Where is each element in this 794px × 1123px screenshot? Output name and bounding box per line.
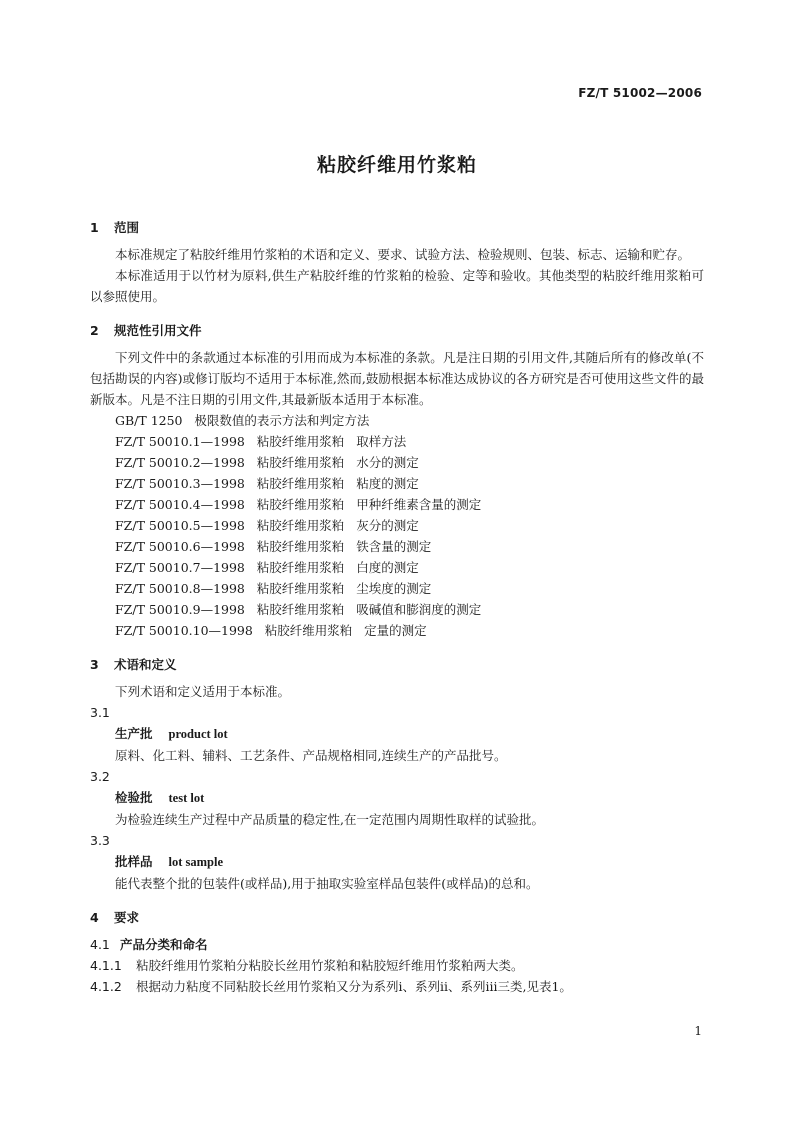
section-4-heading — [90, 908, 704, 928]
term-name-en: product lot — [168, 727, 228, 741]
subsection-title: 产品分类和命名 — [120, 937, 208, 952]
section-3-heading — [90, 655, 704, 675]
clause-item — [90, 955, 704, 976]
term-number: 3.3 — [90, 833, 110, 848]
term-name-zh: 生产批 — [115, 726, 153, 741]
page-number: 1 — [694, 1024, 702, 1038]
paragraph: 下列术语和定义适用于本标准。 — [115, 684, 291, 699]
clause-number: 4.1.1 — [90, 958, 122, 973]
term-definition: 为检验连续生产过程中产品质量的稳定性,在一定范围内周期性取样的试验批。 — [115, 812, 544, 827]
reference-item: FZ/T 50010.3—1998 粘胶纤维用浆粕 粘度的测定 — [115, 476, 419, 491]
term-name-en: lot sample — [168, 855, 224, 869]
section-number: 4 — [90, 910, 99, 925]
paragraph: 本标准适用于以竹材为原料,供生产粘胶纤维的竹浆粕的检验、定等和验收。其他类型的粘胶纤维用浆粕可以参照使用。 — [90, 268, 704, 304]
reference-item: FZ/T 50010.4—1998 粘胶纤维用浆粕 甲种纤维素含量的测定 — [115, 497, 482, 512]
reference-item: FZ/T 50010.10—1998 粘胶纤维用浆粕 定量的测定 — [115, 623, 427, 638]
section-title: 范围 — [114, 220, 140, 235]
clause-item — [90, 976, 704, 997]
clause-text: 根据动力粘度不同粘胶长丝用竹浆粕又分为系列ⅰ、系列ⅱ、系列ⅲ三类,见表1。 — [136, 979, 572, 994]
paragraph: 下列文件中的条款通过本标准的引用而成为本标准的条款。凡是注日期的引用文件,其随后所有的修改单(不包括勘误的内容)或修订版均不适用于本标准,然而,鼓励根据本标准达成协议的各方研究是否可使用这些文件的最新版本。凡是不注日期的引用文件,其最新版本适用于本标准。 — [90, 350, 704, 407]
reference-item: FZ/T 50010.6—1998 粘胶纤维用浆粕 铁含量的测定 — [115, 539, 432, 554]
section-title: 要求 — [114, 910, 140, 925]
section-number: 1 — [90, 220, 99, 235]
term-name-en: test lot — [168, 791, 205, 805]
section-number: 2 — [90, 323, 99, 338]
reference-item: GB/T 1250 极限数值的表示方法和判定方法 — [115, 413, 370, 428]
subsection-heading — [90, 934, 704, 955]
standard-number: FZ/T 51002—2006 — [578, 86, 702, 100]
term-number: 3.1 — [90, 705, 110, 720]
reference-item: FZ/T 50010.7—1998 粘胶纤维用浆粕 白度的测定 — [115, 560, 419, 575]
term-definition: 原料、化工料、辅料、工艺条件、产品规格相同,连续生产的产品批号。 — [115, 748, 507, 763]
term-name-zh: 批样品 — [115, 854, 153, 869]
clause-number: 4.1.2 — [90, 979, 122, 994]
clause-text: 粘胶纤维用竹浆粕分粘胶长丝用竹浆粕和粘胶短纤维用竹浆粕两大类。 — [136, 958, 524, 973]
reference-item: FZ/T 50010.8—1998 粘胶纤维用浆粕 尘埃度的测定 — [115, 581, 432, 596]
section-title: 规范性引用文件 — [114, 323, 202, 338]
reference-item: FZ/T 50010.9—1998 粘胶纤维用浆粕 吸碱值和膨润度的测定 — [115, 602, 482, 617]
term-name-zh: 检验批 — [115, 790, 153, 805]
section-title: 术语和定义 — [114, 657, 177, 672]
reference-item: FZ/T 50010.5—1998 粘胶纤维用浆粕 灰分的测定 — [115, 518, 419, 533]
term-name — [90, 851, 704, 873]
section-1-heading — [90, 218, 704, 238]
paragraph: 本标准规定了粘胶纤维用竹浆粕的术语和定义、要求、试验方法、检验规则、包装、标志、运输和贮存。 — [115, 247, 691, 262]
subsection-number: 4.1 — [90, 937, 110, 952]
document-body — [90, 218, 704, 997]
reference-item: FZ/T 50010.1—1998 粘胶纤维用浆粕 取样方法 — [115, 434, 407, 449]
section-2-heading — [90, 321, 704, 341]
section-number: 3 — [90, 657, 99, 672]
term-name — [90, 787, 704, 809]
reference-item: FZ/T 50010.2—1998 粘胶纤维用浆粕 水分的测定 — [115, 455, 419, 470]
document-title: 粘胶纤维用竹浆粕 — [316, 154, 477, 176]
term-number: 3.2 — [90, 769, 110, 784]
term-definition: 能代表整个批的包装件(或样品),用于抽取实验室样品包装件(或样品)的总和。 — [115, 876, 539, 891]
term-name — [90, 723, 704, 745]
